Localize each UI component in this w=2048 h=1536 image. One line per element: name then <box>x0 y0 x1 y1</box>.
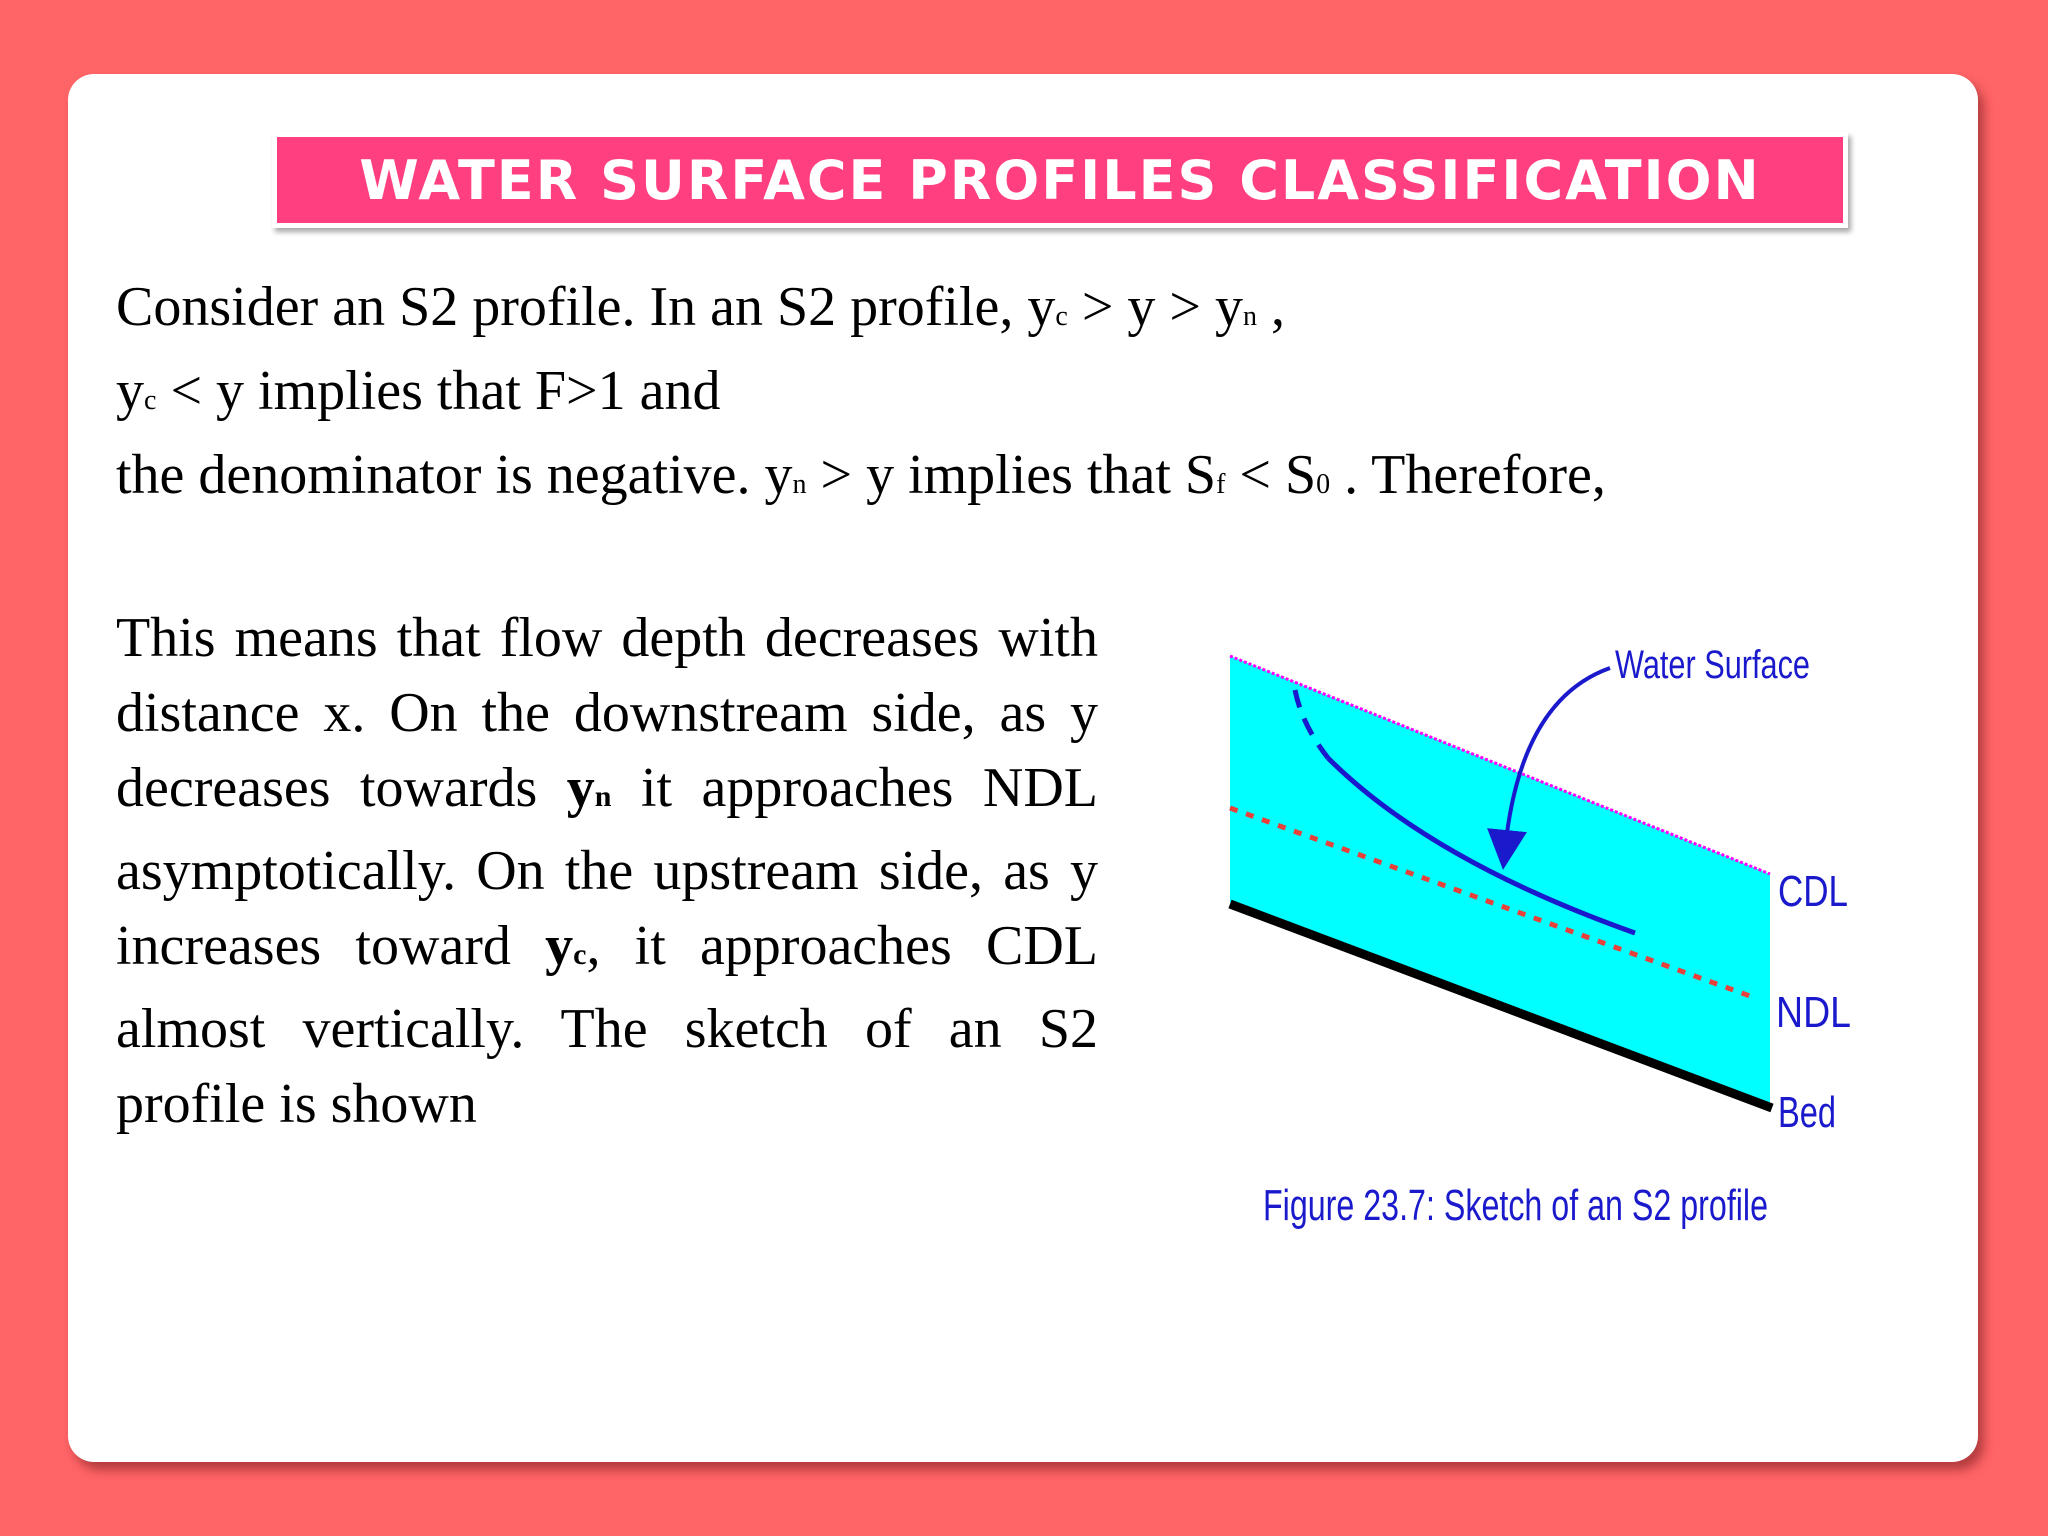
intro-text: . Therefore, <box>1330 444 1606 506</box>
subscript: c <box>144 385 157 416</box>
subscript: 0 <box>1316 469 1331 500</box>
intro-text: the denominator is negative. y <box>116 444 793 506</box>
subscript: f <box>1216 469 1226 500</box>
water-surface-label: Water Surface <box>1615 643 1810 687</box>
ndl-label: NDL <box>1776 988 1851 1037</box>
subscript: n <box>1243 301 1258 332</box>
intro-text: < S <box>1225 444 1317 506</box>
intro-text: > y > y <box>1067 276 1244 338</box>
title-banner <box>272 132 1848 228</box>
bed-label: Bed <box>1778 1088 1836 1137</box>
channel-water <box>1230 656 1770 1104</box>
subscript: c <box>573 938 587 971</box>
yc-symbol: y <box>545 915 574 977</box>
intro-text: > y implies that S <box>806 444 1217 506</box>
explanation-paragraph <box>116 601 1098 1142</box>
cdl-label: CDL <box>1778 867 1848 916</box>
subscript: n <box>792 469 807 500</box>
figure-caption: Figure 23.7: Sketch of an S2 profile <box>1263 1181 1768 1230</box>
subscript: c <box>1055 301 1068 332</box>
intro-text: Consider an S2 profile. In an S2 profile, y <box>116 276 1056 338</box>
slide-title: WATER SURFACE PROFILES CLASSIFICATION <box>359 148 1761 212</box>
intro-text: y <box>116 360 144 422</box>
intro-paragraph <box>116 270 1836 522</box>
body-text: it approaches NDL asymptotically. On the upstream side, as y increases toward <box>116 757 1098 977</box>
intro-text: , <box>1257 276 1286 338</box>
subscript: n <box>594 780 612 813</box>
intro-text: < y implies that F>1 and <box>156 360 721 422</box>
s2-profile-figure <box>1200 560 1900 1260</box>
body-text: This means that flow depth decreases with distance x. On the downstream side, as y decreases towards <box>116 607 1098 819</box>
body-text: , it approaches CDL almost vertically. The sketch of an S2 profile is shown <box>116 915 1098 1135</box>
yn-symbol: y <box>566 757 595 819</box>
